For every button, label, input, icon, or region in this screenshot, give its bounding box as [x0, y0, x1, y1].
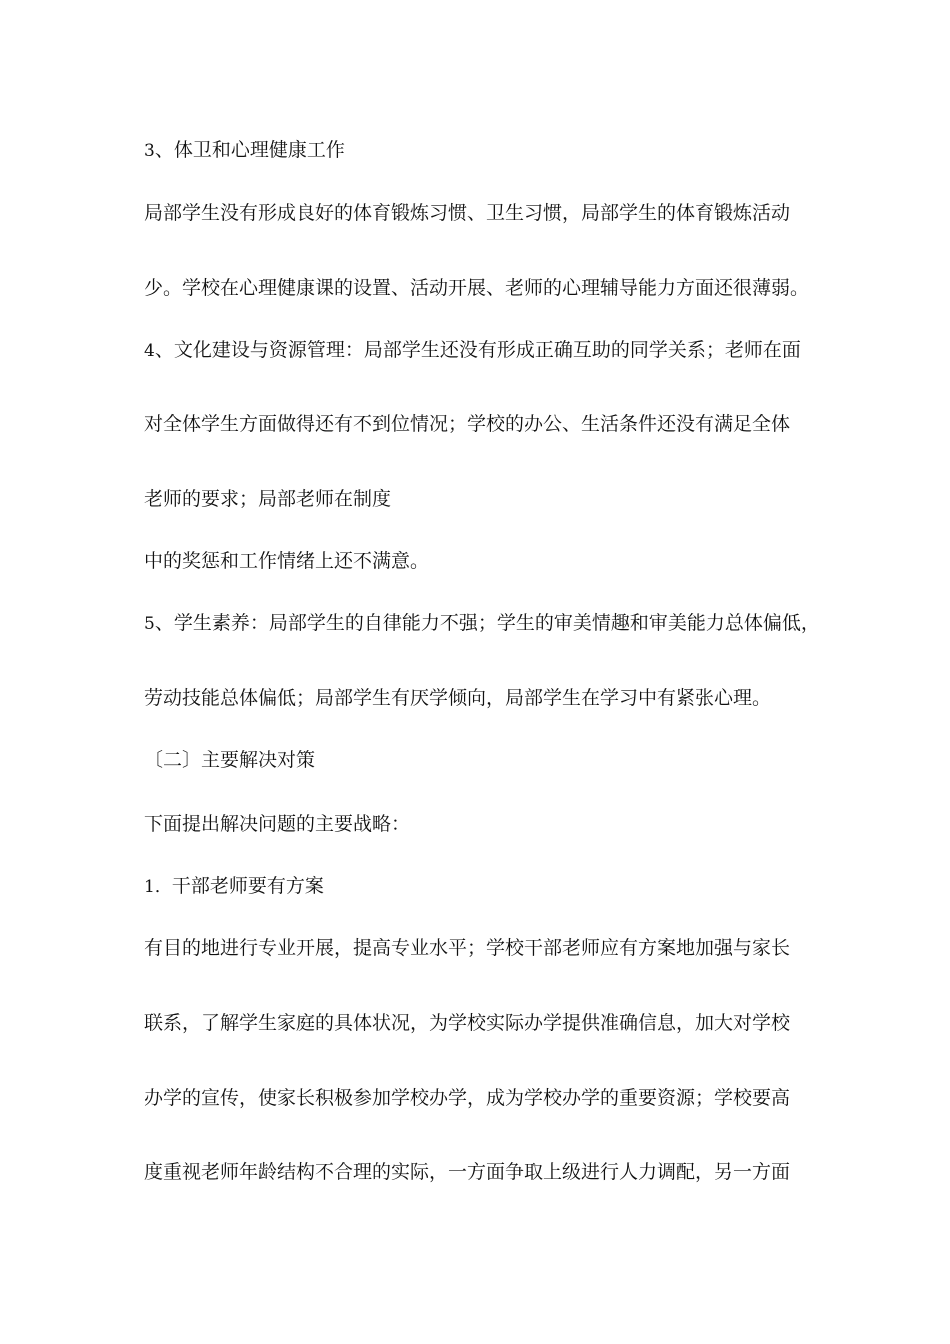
- paragraph-line: [144, 686, 771, 710]
- paragraph-line: [144, 1160, 790, 1184]
- paragraph-line: [144, 487, 391, 511]
- line-text: 度重视老师年龄结构不合理的实际，一方面争取上级进行人力调配，另一方面: [144, 1161, 791, 1183]
- line-text: 联系，了解学生家庭的具体状况，为学校实际办学提供准确信息，加大对学校: [144, 1012, 791, 1034]
- line-text: 、文化建设与资源管理：局部学生还没有形成正确互助的同学关系；老师在面: [154, 339, 801, 361]
- item-number: 4: [144, 341, 155, 361]
- paragraph-line: [144, 936, 790, 960]
- line-text: 少。学校在心理健康课的设置、活动开展、老师的心理辅导能力方面还很薄弱。: [144, 277, 810, 299]
- heading-text: 、体卫和心理健康工作: [154, 139, 345, 161]
- paragraph-line: [144, 201, 790, 225]
- paragraph-line: [144, 412, 790, 436]
- line-text: 下面提出解决问题的主要战略：: [144, 813, 411, 835]
- line-text: 对全体学生方面做得还有不到位情况；学校的办公、生活条件还没有满足全体: [144, 413, 791, 435]
- item-number: 5: [144, 614, 155, 634]
- paragraph-line: [144, 1086, 790, 1110]
- heading-text: 〔二〕主要解决对策: [144, 749, 316, 771]
- line-text: 办学的宣传，使家长积极参加学校办学，成为学校办学的重要资源；学校要高: [144, 1087, 791, 1109]
- heading-1: [144, 874, 324, 899]
- paragraph-line: [144, 812, 410, 836]
- item-number: 1．: [144, 877, 172, 897]
- section-heading: [144, 748, 315, 772]
- line-text: 中的奖惩和工作情绪上还不满意。: [144, 550, 430, 572]
- heading-5: [144, 611, 820, 636]
- line-text: 有目的地进行专业开展，提高专业水平；学校干部老师应有方案地加强与家长: [144, 937, 791, 959]
- line-text: 劳动技能总体偏低；局部学生有厌学倾向，局部学生在学习中有紧张心理。: [144, 687, 772, 709]
- heading-3: [144, 138, 345, 163]
- paragraph-line: [144, 1011, 790, 1035]
- item-number: 3: [144, 141, 155, 161]
- line-text: 局部学生没有形成良好的体育锻炼习惯、卫生习惯，局部学生的体育锻炼活动: [144, 202, 791, 224]
- line-text: 老师的要求；局部老师在制度: [144, 488, 392, 510]
- heading-4: [144, 338, 801, 363]
- paragraph-line: [144, 276, 809, 300]
- paragraph-line: [144, 549, 429, 573]
- line-text: 、学生素养：局部学生的自律能力不强；学生的审美情趣和审美能力总体偏低，: [154, 612, 820, 634]
- heading-text: 干部老师要有方案: [171, 875, 324, 897]
